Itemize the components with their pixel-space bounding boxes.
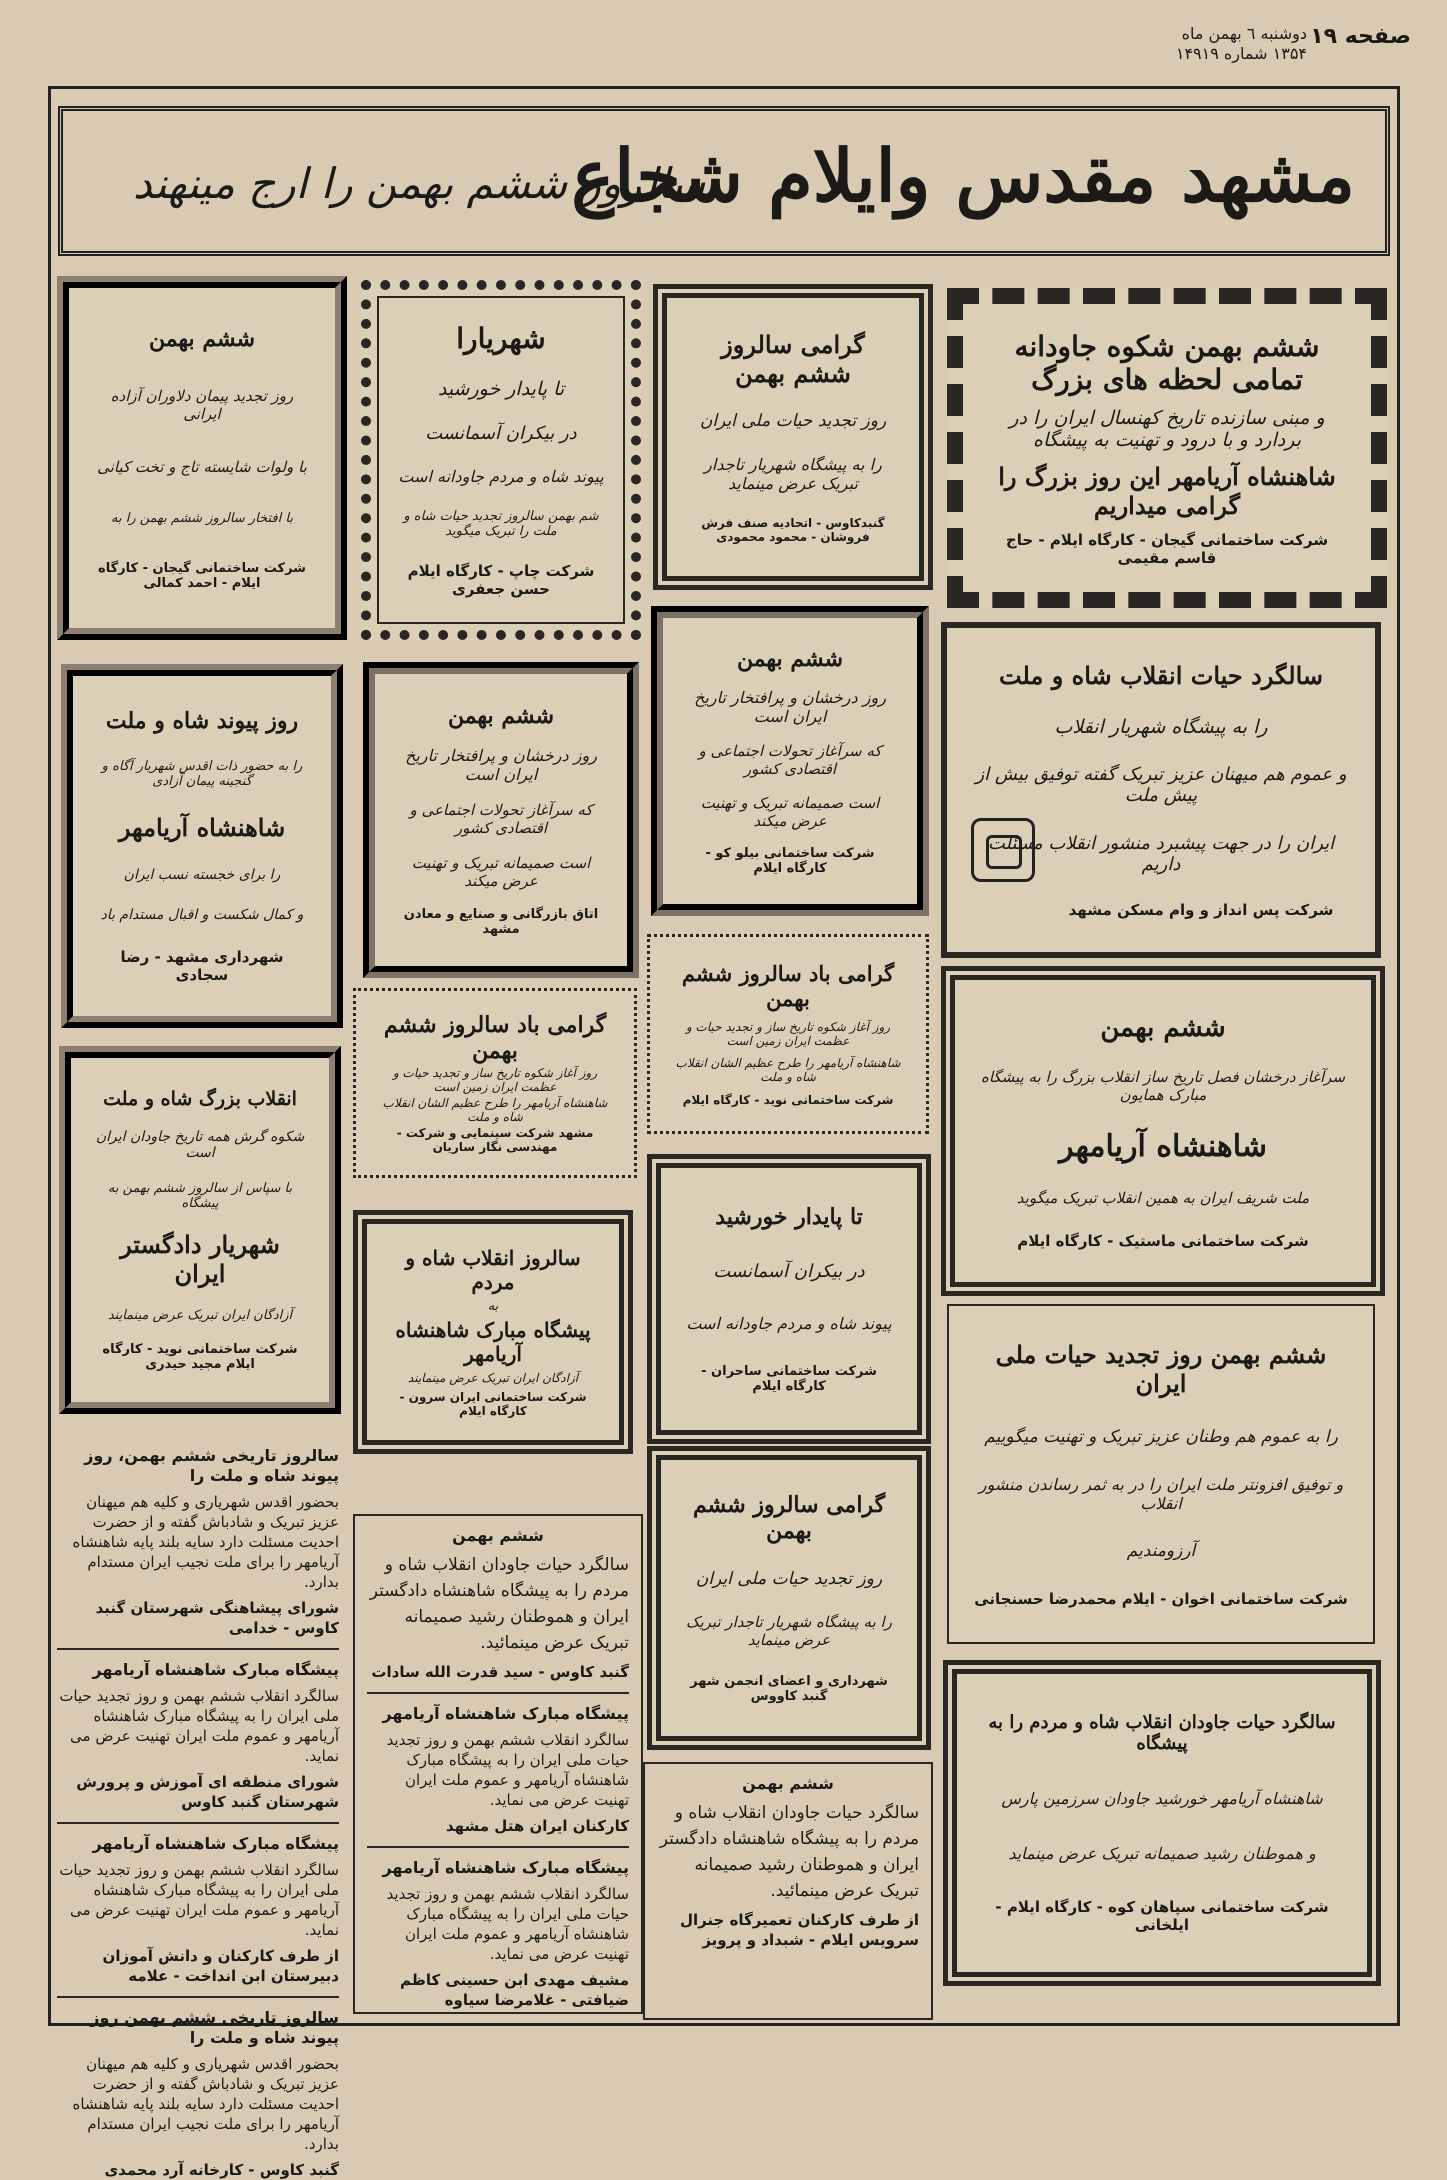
ad-3 <box>653 284 933 590</box>
divider <box>57 1996 339 1998</box>
ad-line: شهریار دادگستر ایران <box>120 1230 280 1289</box>
ad-line: روز آغاز شکوه تاریخ ساز و تجدید حیات و عظمت ایران زمین است <box>392 1066 598 1094</box>
ad-16 <box>647 1446 931 1750</box>
ad-heading: گرامی باد سالروز ششم بهمن <box>383 1012 607 1064</box>
ad-14 <box>947 1304 1375 1644</box>
ad-heading: گرامی سالروز ششم بهمن <box>721 329 865 388</box>
headline-subtitle: سالروز ششم بهمن را ارج مینهند <box>133 159 706 208</box>
ad-line: شاهنشاه آریامهر خورشید جاودان سرزمین پارس <box>1001 1789 1323 1809</box>
ad-11 <box>941 966 1385 1296</box>
ad-line: روز آغاز شکوه تاریخ ساز و تجدید حیات و عظمت ایران زمین است <box>685 1019 891 1048</box>
ad-signature: شرکت ساختمانی سپاهان کوه - کارگاه ایلام - ایلخانی <box>995 1898 1329 1935</box>
ad-line: که سرآغاز تحولات اجتماعی و اقتصادی کشور <box>409 800 593 837</box>
ad-heading: سالروز انقلاب شاه و مردم <box>405 1246 581 1295</box>
notice-heading: سالروز تاریخی ششم بهمن روز پیوند شاه و ملت را <box>90 2008 339 2047</box>
ad-heading: ششم بهمن <box>736 646 844 672</box>
ad-heading: ششم بهمن <box>148 325 256 352</box>
ad-12 <box>59 1046 341 1414</box>
ad-line: شاهنشاه آریامهر <box>118 813 286 843</box>
ad-line: ملت شریف ایران به همین انقلاب تبریک میگوید <box>1016 1188 1310 1207</box>
ad-signature: شرکت ساختمانی ساحران - کارگاه ایلام <box>701 1364 877 1395</box>
ad-8 <box>941 622 1381 958</box>
ad-signature: شرکت ساختمانی ایران سرون - کارگاه ایلام <box>399 1389 587 1418</box>
ad-line: با سپاس از سالروز ششم بهمن به پیشگاه <box>107 1180 293 1211</box>
ad-line: آرزومندیم <box>1126 1541 1196 1562</box>
ad-line: شاهنشاه آریامهر <box>1059 1128 1267 1164</box>
ad-line: با افتخار سالروز ششم بهمن را به <box>111 510 293 526</box>
ad-line: روز تجدید حیات ملی ایران <box>699 411 887 432</box>
notice-body: سالگرد انقلاب ششم بهمن و روز تجدید حیات ملی ایران را به پیشگاه مبارک شاهنشاه آریامهر و عموم ملت ایران تهنیت عرض می نماید. <box>59 1861 339 1939</box>
ad-line: در بیکران آسمانست <box>425 422 577 444</box>
divider <box>367 1846 629 1848</box>
ad-line: شاهنشاه آریامهر را طرح عظیم الشان انقلاب شاه و ملت <box>382 1096 608 1124</box>
bank-logo-icon <box>971 818 1035 882</box>
issue-info <box>1176 24 1307 64</box>
notice-heading: ششم بهمن <box>742 1774 834 1793</box>
ad-heading: ششم بهمن شکوه جاودانه تمامی لحظه های بزرگ <box>1014 329 1320 396</box>
ad-line: را به حضور ذات اقدس شهریار آگاه و گنجینه پیمان آزادی <box>101 758 303 789</box>
ad-1 <box>57 276 347 640</box>
ad-line: و مبنی سازنده تاریخ کهنسال ایران را در بردارد و با درود و تهنیت به پیشگاه <box>1009 406 1325 451</box>
ad-line: است صمیمانه تبریک و تهنیت عرض میکند <box>411 854 591 891</box>
ad-signature: شهرداری و اعضای انجمن شهر گنبد کاووس <box>690 1673 888 1704</box>
page-header <box>0 18 1447 68</box>
notice-signature: شورای پیشاهنگی شهرستان گنبد کاوس - خدامی <box>95 1599 339 1637</box>
ad-line: به <box>487 1298 499 1314</box>
ad-line: پیوند شاه و مردم جاودانه است <box>398 467 604 487</box>
ad-6 <box>363 662 639 978</box>
ad-line: آزادگان ایران تبریک عرض مینمایند <box>407 1371 579 1386</box>
ad-7 <box>651 606 929 916</box>
ad-heading: ششم بهمن <box>447 702 555 729</box>
notice-body: سالگرد انقلاب ششم بهمن و روز تجدید حیات ملی ایران را به پیشگاه مبارک شاهنشاه آریامهر و عموم ملت ایران تهنیت عرض می نماید. <box>386 1885 629 1963</box>
ad-signature: شرکت ساختمانی گیجان - کارگاه ایلام - حاج قاسم مقیمی <box>1005 530 1329 567</box>
ad-signature: شهرداری مشهد - رضا سجادی <box>120 947 284 984</box>
ad-line: که سرآغاز تحولات اجتماعی و اقتصادی کشور <box>698 742 882 778</box>
ad-line: روز تجدید پیمان دلاوران آزاده ایرانی <box>110 386 294 423</box>
notice-heading: ششم بهمن <box>452 1526 544 1545</box>
ad-line: پیوند شاه و مردم جاودانه است <box>686 1313 892 1333</box>
ad-line: را به پیشگاه شهریار انقلاب <box>1054 716 1268 739</box>
ad-line: آزادگان ایران تبریک عرض مینمایند <box>107 1307 293 1323</box>
notice-signature: گنبد کاوس - کارخانه آرد محمدی <box>104 2161 339 2179</box>
ad-heading: شهریارا <box>456 321 546 355</box>
ad-4 <box>947 288 1387 608</box>
ad-line: روز تجدید حیات ملی ایران <box>695 1568 883 1589</box>
ad-line: سرآغاز درخشان فصل تاریخ ساز انقلاب بزرگ را به پیشگاه مبارک همایون <box>980 1067 1346 1104</box>
ad-line: و توفیق افزونتر ملت ایران را در به ثمر رساندن منشور انقلاب <box>978 1474 1344 1513</box>
ad-line: را به پیشگاه شهریار تاجدار تبریک عرض مینماید <box>704 454 882 493</box>
ad-signature: شرکت ساختمانی نوید - کارگاه ایلام <box>682 1092 894 1107</box>
notice-signature: مشیف مهدی ابن حسینی کاظم ضیافتی - غلامرضا سیاوه <box>399 1971 629 2009</box>
ad-line: را برای خجسته نسب ایران <box>123 866 281 883</box>
ad-heading: گرامی باد سالروز ششم بهمن <box>681 961 895 1012</box>
ad-heading: روز پیوند شاه و ملت <box>105 708 299 735</box>
ad-line: و هموطنان رشید صمیمانه تبریک عرض مینماید <box>1008 1843 1316 1863</box>
ad-line: روز درخشان و پرافتخار تاریخ ایران است <box>405 745 597 784</box>
ad-signature: شرکت ساختمانی ماستیک - کارگاه ایلام <box>1017 1231 1309 1250</box>
ad-signature: گنبدکاوس - اتحادیه صنف فرش فروشان - محمود محمودی <box>701 516 885 545</box>
ad-13 <box>647 1154 931 1444</box>
page-number: صفحه ۱۹ <box>1310 24 1411 49</box>
notice-heading: پیشگاه مبارک شاهنشاه آریامهر <box>92 1660 339 1679</box>
notices-column-middle <box>353 1514 643 2014</box>
notice-signature: از طرف کارکنان و دانش آموزان دبیرستان ابن انداخت - علامه <box>102 1947 339 1985</box>
notice-signature: از طرف کارکنان تعمیرگاه جنرال سرویس ایلام - شبداد و پرویز <box>679 1911 919 1949</box>
ad-signature: مشهد شرکت سینمایی و شرکت - مهندسی نگار ساریان <box>396 1126 594 1154</box>
ad-signature: شرکت چاپ - کارگاه ایلام حسن جعفری <box>407 562 595 599</box>
notice-body: سالگرد انقلاب ششم بهمن و روز تجدید حیات ملی ایران را به پیشگاه مبارک شاهنشاه آریامهر و عموم ملت ایران تهنیت عرض می نماید. <box>386 1731 629 1809</box>
notice-signature: گنبد کاوس - سید قدرت الله سادات <box>371 1663 629 1681</box>
ad-signature: شرکت پس انداز و وام مسکن مشهد <box>1068 900 1334 919</box>
notice-body: بحضور اقدس شهریاری و کلیه هم میهنان عزیز تبریک و شادباش گفته و از حضرت احدیت مسئلت دارد سایه بلند پایه شاهنشاه آریامهر را برای ملت نجیب ایران مستدام بدارد. <box>72 2055 339 2153</box>
ad-heading: تا پایدار خورشید <box>715 1203 863 1230</box>
ad-line: را به پیشگاه شهریار تاجدار تبریک عرض مینماید <box>686 1613 892 1650</box>
notice-signature: کارکنان ایران هتل مشهد <box>445 1817 629 1835</box>
issue-number: ۱۳۵۴ شماره ۱۴۹۱۹ <box>1175 44 1307 63</box>
ad-line: و عموم هم میهنان عزیز تبریک گفته توفیق بیش از پیش ملت <box>975 764 1347 807</box>
ad-2 <box>361 280 641 640</box>
ad-signature: شرکت ساختمانی نوید - کارگاه ایلام مجید حیدری <box>102 1342 298 1373</box>
ad-heading: سالگرد حیات انقلاب شاه و ملت <box>998 661 1324 691</box>
ad-heading: ششم بهمن <box>1100 1012 1226 1043</box>
ad-5 <box>61 664 343 1028</box>
ad-line: روز درخشان و پرافتخار تاریخ ایران است <box>694 688 886 726</box>
notice-body: سالگرد انقلاب ششم بهمن و روز تجدید حیات ملی ایران را به پیشگاه مبارک شاهنشاه آریامهر و عموم ملت ایران تهنیت عرض می نماید. <box>59 1687 339 1765</box>
notices-column-left <box>45 1436 351 2179</box>
ad-heading: ششم بهمن روز تجدید حیات ملی ایران <box>995 1340 1327 1399</box>
notice-heading: پیشگاه مبارک شاهنشاه آریامهر <box>92 1834 339 1853</box>
ad-heading: سالگرد حیات جاودان انقلاب شاه و مردم را به پیشگاه <box>988 1711 1336 1754</box>
notice-bottom <box>643 1762 933 2020</box>
notice-signature: شورای منطقه ای آموزش و پرورش شهرستان گنبد کاوس <box>76 1773 339 1811</box>
notice-body: سالگرد حیات جاودان انقلاب شاه و مردم را به پیشگاه شاهنشاه دادگستر ایران و هموطنان رشید صمیمانه تبریک عرض مینمائید. <box>659 1803 919 1901</box>
ad-line: شاهنشاه آریامهر را طرح عظیم الشان انقلاب شاه و ملت <box>675 1056 901 1085</box>
ad-signature: شرکت ساختمانی بیلو کو - کارگاه ایلام <box>705 846 875 876</box>
ad-signature: شرکت ساختمانی اخوان - ایلام محمدرضا حسنجانی <box>974 1589 1348 1608</box>
notice-heading: سالروز تاریخی ششم بهمن، روز پیوند شاه و ملت را <box>84 1446 339 1485</box>
ad-line: تا پایدار خورشید <box>437 377 565 400</box>
divider <box>367 1692 629 1694</box>
ad-line: شکوه گرش همه تاریخ جاودان ایران است <box>95 1129 305 1162</box>
ad-line: و کمال شکست و اقبال مستدام باد <box>100 907 304 924</box>
ad-10 <box>353 988 637 1178</box>
notice-body: بحضور اقدس شهریاری و کلیه هم میهنان عزیز تبریک و شادباش گفته و از حضرت احدیت مسئلت دارد سایه بلند پایه شاهنشاه آریامهر را برای ملت نجیب ایران مستدام بدارد. <box>72 1493 339 1591</box>
ad-line: را به عموم هم وطنان عزیز تبریک و تهنیت میگوییم <box>984 1426 1338 1447</box>
ad-9 <box>647 934 929 1134</box>
divider <box>57 1648 339 1650</box>
ad-15 <box>353 1210 633 1454</box>
ad-heading: گرامی سالروز ششم بهمن <box>692 1492 886 1545</box>
ad-17 <box>943 1660 1381 1986</box>
ad-line: شاهنشاه آریامهر این روز بزرگ را گرامی میداریم <box>998 461 1336 520</box>
notice-body: سالگرد حیات جاودان انقلاب شاه و مردم را به پیشگاه شاهنشاه دادگستر ایران و هموطنان رشید صمیمانه تبریک عرض مینمائید. <box>369 1555 629 1653</box>
ad-line: است صمیمانه تبریک و تهنیت عرض میکند <box>700 794 880 830</box>
ad-signature: اتاق بازرگانی و صنایع و معادن مشهد <box>403 907 599 938</box>
ad-signature: شرکت ساختمانی گیجان - کارگاه ایلام - احمد کمالی <box>98 560 306 591</box>
issue-date: دوشنبه ٦ بهمن ماه <box>1181 24 1307 43</box>
ad-line: پیشگاه مبارک شاهنشاه آریامهر <box>395 1318 591 1367</box>
divider <box>57 1822 339 1824</box>
headline-title: مشهد مقدس وایلام شجاع <box>571 133 1355 218</box>
ad-line: در بیکران آسمانست <box>713 1261 865 1283</box>
notice-heading: پیشگاه مبارک شاهنشاه آریامهر <box>382 1858 629 1877</box>
headline-banner <box>58 106 1390 256</box>
notice-heading: پیشگاه مبارک شاهنشاه آریامهر <box>382 1704 629 1723</box>
ad-line: ایران را در جهت پیشبرد منشور انقلاب مسئلت داریم <box>987 832 1335 875</box>
ad-heading: انقلاب بزرگ شاه و ملت <box>103 1087 297 1110</box>
ad-line: شم بهمن سالروز تجدید حیات شاه و ملت را تبریک میگوید <box>403 509 599 540</box>
ad-line: با ولوات شایسته تاج و تخت کیانی <box>97 457 307 476</box>
